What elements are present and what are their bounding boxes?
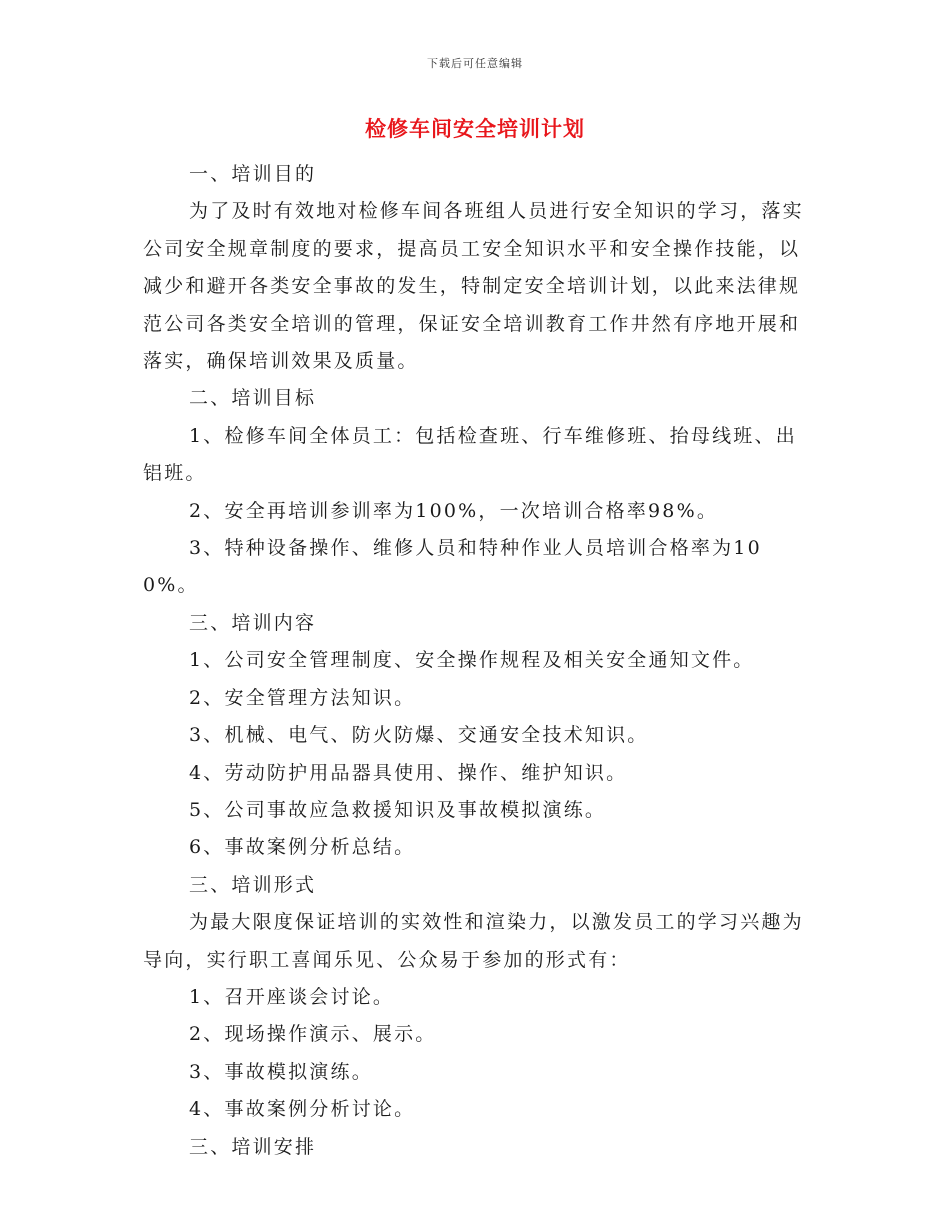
list-item-content-4: 4、劳动防护用品器具使用、操作、维护知识。 [189,761,628,784]
header-note: 下载后可任意编辑 [427,57,523,70]
document-body [143,156,807,1166]
section-heading-schedule: 三、培训安排 [189,1135,317,1158]
list-item-content-2: 2、安全管理方法知识。 [189,686,416,709]
list-item-format-4: 4、事故案例分析讨论。 [189,1098,416,1121]
list-item-goal-3: 3、特种设备操作、维修人员和特种作业人员培训合格率为100%。 [143,537,762,597]
list-item-content-6: 6、事故案例分析总结。 [189,836,416,859]
section-heading-goals: 二、培训目标 [189,387,317,410]
list-item-goal-1: 1、检修车间全体员工：包括检查班、行车维修班、抬母线班、出铝班。 [143,424,797,485]
section-heading-purpose: 一、培训目的 [189,163,317,185]
list-item-content-3: 3、机械、电气、防火防爆、交通安全技术知识。 [189,724,649,747]
list-item-format-3: 3、事故模拟演练。 [189,1060,373,1083]
section-heading-content: 三、培训内容 [189,611,317,634]
list-item-goal-2: 2、安全再培训参训率为100%，一次培训合格率98%。 [189,499,719,522]
list-item-content-1: 1、公司安全管理制度、安全操作规程及相关安全通知文件。 [189,649,755,672]
paragraph-purpose: 为了及时有效地对检修车间各班组人员进行安全知识的学习，落实公司安全规章制度的要求，提高员工安全知识水平和安全操作技能，以减少和避开各类安全事故的发生，特制定安全培训计划，以此来法律规范公司各类安全培训的管理，保证安全培训教育工作井然有序地开展和落实，确保培训效果及质量。 [143,200,804,373]
list-item-format-1: 1、召开座谈会讨论。 [189,985,395,1008]
list-item-format-2: 2、现场操作演示、展示。 [189,1023,437,1046]
list-item-content-5: 5、公司事故应急救援知识及事故模拟演练。 [189,798,607,821]
paragraph-format: 为最大限度保证培训的实效性和渲染力，以激发员工的学习兴趣为导向，实行职工喜闻乐见、公众易于参加的形式有： [143,911,804,971]
section-heading-format: 三、培训形式 [189,873,317,896]
document-title: 检修车间安全培训计划 [365,117,585,141]
